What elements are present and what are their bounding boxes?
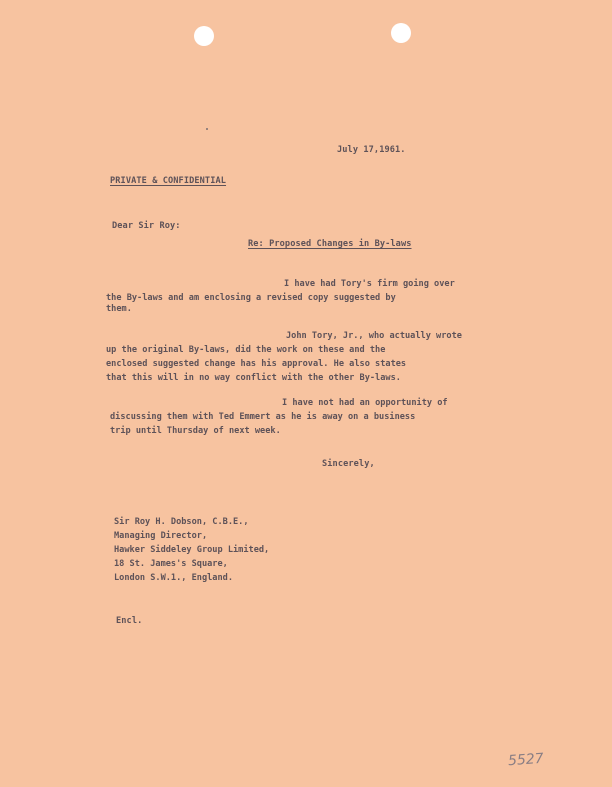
address-line: 18 St. James's Square,	[114, 559, 228, 569]
paragraph-line: the By-laws and am enclosing a revised copy suggested by	[106, 293, 396, 303]
paragraph-line: them.	[106, 304, 132, 314]
paragraph-line: discussing them with Ted Emmert as he is away on a business	[110, 412, 416, 422]
paragraph-line: trip until Thursday of next week.	[110, 426, 281, 436]
punch-hole-right	[391, 23, 411, 43]
paragraph-3	[110, 396, 448, 438]
paragraph-line: enclosed suggested change has his approval. He also states	[106, 359, 407, 369]
letter-date: July 17,1961.	[337, 145, 406, 155]
salutation: Dear Sir Roy:	[112, 221, 181, 231]
confidential-marking: PRIVATE & CONFIDENTIAL	[110, 176, 227, 186]
speck	[206, 128, 208, 130]
paragraph-line: up the original By-laws, did the work on these and the	[106, 345, 386, 355]
paragraph-2	[106, 329, 462, 385]
recipient-address	[114, 515, 269, 585]
paragraph-1	[106, 277, 455, 316]
paragraph-line: John Tory, Jr., who actually wrote	[286, 331, 462, 341]
address-line: Sir Roy H. Dobson, C.B.E.,	[114, 517, 249, 527]
paragraph-line: that this will in no way conflict with the other By-laws.	[106, 373, 401, 383]
page-number: 5527	[507, 750, 545, 770]
paragraph-line: I have not had an opportunity of	[282, 398, 448, 408]
punch-hole-left	[194, 26, 214, 46]
address-line: London S.W.1., England.	[114, 573, 233, 583]
subject-line: Re: Proposed Changes in By-laws	[248, 239, 412, 249]
address-line: Hawker Siddeley Group Limited,	[114, 545, 270, 555]
enclosure-note: Encl.	[116, 616, 143, 626]
paragraph-line: I have had Tory's firm going over	[284, 279, 455, 289]
closing: Sincerely,	[322, 459, 375, 469]
address-line: Managing Director,	[114, 531, 208, 541]
